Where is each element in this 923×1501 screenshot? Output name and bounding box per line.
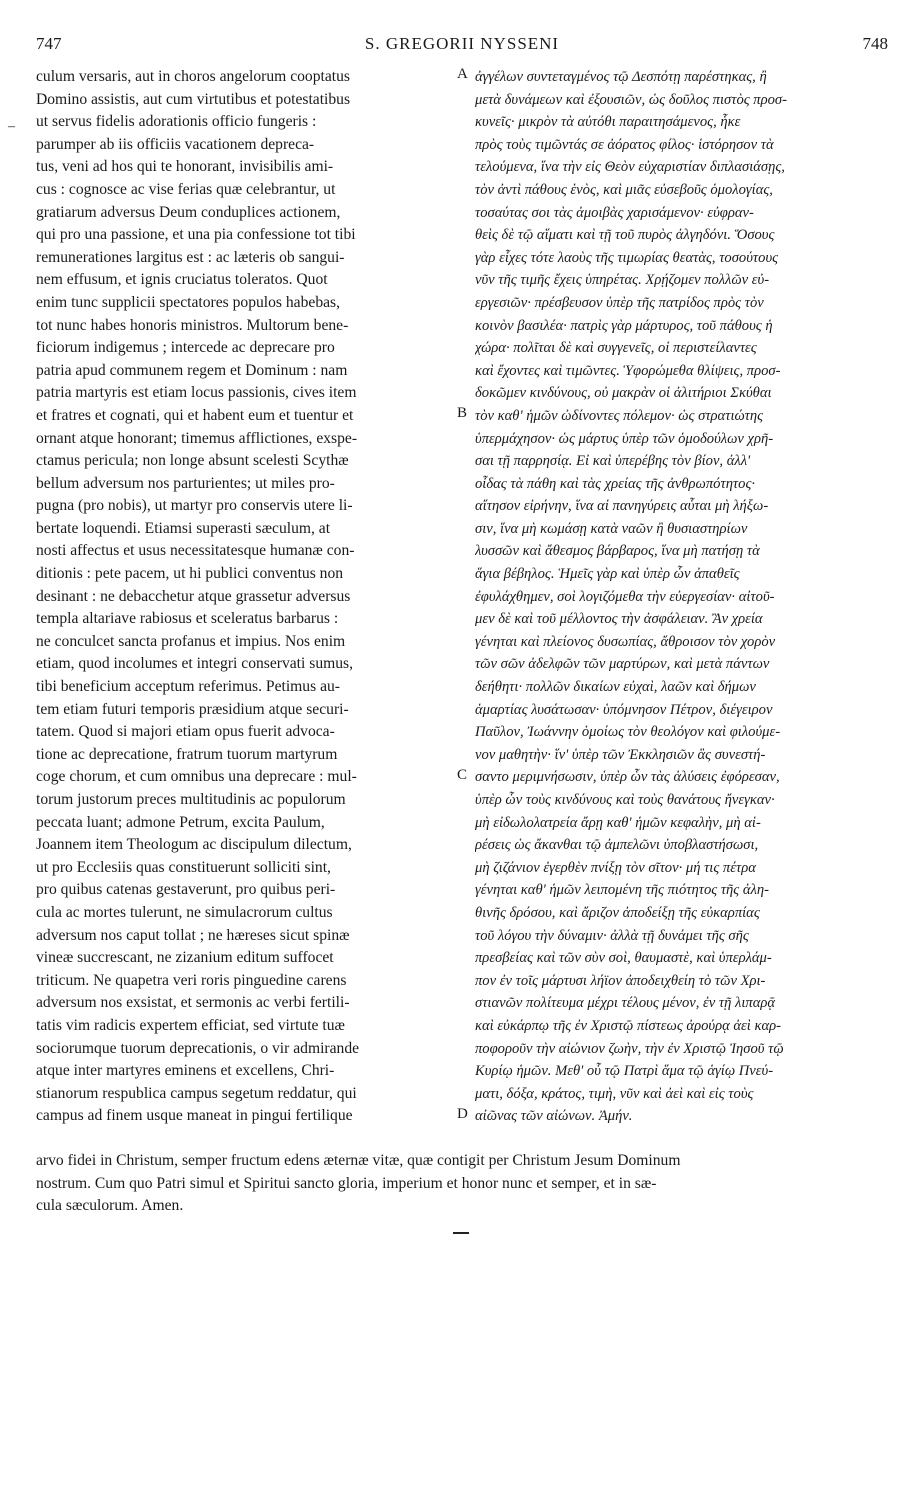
- greek-line: θεὶς δὲ τῷ αἵματι καὶ τῇ τοῦ πυρὸς ἀλγηδόνι. Ὅσους: [475, 227, 775, 244]
- latin-line: atque inter martyres eminens et excellens, Chri-: [36, 1062, 335, 1080]
- latin-line: peccata luant; admone Petrum, excita Paulum,: [36, 813, 325, 831]
- greek-line: ἀγγέλων συντεταγμένος τῷ Δεσπότῃ παρέστηκας, ἢ: [475, 69, 767, 85]
- greek-line: πρεσβείας καὶ τῶν σὺν σοὶ, θαυμαστὲ, καὶ ὑπερλάμ-: [475, 950, 772, 967]
- greek-line: ὑπὲρ ὧν τοὺς κινδύνους καὶ τοὺς θανάτους ἤνεγκαν·: [475, 792, 775, 808]
- latin-line: desinant : ne debacchetur atque grassetur adversus: [36, 587, 351, 605]
- greek-line: νῦν τῆς τιμῆς ἔχεις ὑπηρέτας. Χρῄζομεν πολλῶν εὐ-: [475, 272, 770, 289]
- latin-line: nem effusum, et ignis cruciatus toleratos. Quot: [36, 271, 328, 289]
- greek-line: οἶδας τὰ πάθη καὶ τὰς χρείας τῆς ἀνθρωπότητος·: [475, 475, 756, 492]
- greek-line: δεήθητι· πολλῶν δικαίων εὐχαὶ, λαῶν καὶ δήμων: [475, 679, 756, 696]
- latin-line: qui pro una passione, et una pia confessione tot tibi: [36, 226, 356, 244]
- section-mark-c: C: [457, 767, 468, 783]
- greek-line: αἰῶνας τῶν αἰώνων. Ἀμήν.: [475, 1108, 633, 1125]
- latin-line: patria martyris est etiam locus passionis, cives item: [36, 384, 357, 402]
- full-width-line: arvo fidei in Christum, semper fructum edens æternæ vitæ, quæ contigit per Christum Jesum Dominum: [36, 1152, 681, 1169]
- page-number-right: 748: [862, 34, 888, 53]
- latin-line: vineæ succrescant, ne zizanium editum suffocet: [36, 949, 334, 967]
- latin-line: tibi beneficium acceptum referimus. Petimus au-: [36, 678, 340, 696]
- greek-line: γένηται καὶ πλείονος δυσωπίας, ἄθροισον τὸν χορὸν: [475, 633, 776, 650]
- greek-line: γένηται καθ' ἡμῶν λειπομένη τῆς πιότητος τῆς ἀλη-: [475, 882, 769, 899]
- latin-line: et fratres et cognati, qui et habent eum et tuentur et: [36, 406, 354, 424]
- greek-line: σαντο μεριμνήσωσιν, ὑπὲρ ὧν τὰς ἁλύσεις ἐφόρεσαν,: [475, 769, 780, 786]
- greek-line: αἴτησον εἰρήνην, ἵνα αἱ πανηγύρεις αὗται μὴ λήξω-: [475, 498, 769, 515]
- greek-line: τελούμενα, ἵνα τὴν εἰς Θεὸν εὐχαριστίαν διπλασιάσῃς,: [475, 159, 785, 176]
- section-mark-a: A: [457, 66, 468, 82]
- greek-line: μεν δὲ καὶ τοῦ μέλλοντος τὴν ἀσφάλειαν. Ἂν χρεία: [475, 611, 763, 628]
- greek-line: τῶν σῶν ἀδελφῶν τῶν μαρτύρων, καὶ μετὰ πάντων: [475, 656, 770, 673]
- latin-line: ut servus fidelis adorationis officio fungeris :: [36, 113, 317, 131]
- section-mark-d: D: [457, 1106, 468, 1122]
- latin-line: culum versaris, aut in choros angelorum cooptatus: [36, 68, 350, 85]
- latin-line: cula ac mortes tulerunt, ne simulacrorum cultus: [36, 903, 333, 921]
- latin-line: etiam, quod incolumes et integri conservati sumus,: [36, 655, 354, 673]
- latin-line: tatis vim radicis expertem efficiat, sed virtute tuæ: [36, 1016, 345, 1034]
- latin-line: coge chorum, et cum omnibus una deprecare : mul-: [36, 768, 357, 786]
- latin-line: enim tunc supplicii spectatores populos habebas,: [36, 293, 341, 311]
- latin-line: adversum nos exsistat, et sermonis ac verbi fertili-: [36, 994, 350, 1012]
- latin-line: parumper ab iis officiis vacationem depreca-: [36, 135, 315, 153]
- greek-line: καὶ ἔχοντες καὶ τιμῶντες. Ὑφορώμεθα θλίψεις, προσ-: [475, 362, 781, 379]
- latin-line: stianorum respublica campus segetum reddatur, qui: [36, 1084, 357, 1102]
- greek-line: τοσαύτας σοι τὰς ἀμοιβὰς χαρισάμενον· εὐφραν-: [475, 204, 754, 221]
- latin-line: tot nunc habes honoris ministros. Multorum bene-: [36, 316, 349, 334]
- greek-line: τὸν καθ' ἡμῶν ὠδίνοντες πόλεμον· ὡς στρατιώτης: [475, 407, 764, 424]
- latin-line: ditionis : pete pacem, ut hi publici conventus non: [36, 565, 344, 583]
- greek-line: λυσσῶν καὶ ἄθεσμος βάρβαρος, ἵνα μὴ πατήσῃ τὰ: [475, 543, 760, 560]
- latin-line: remunerationes largitus est : ac læteris ob sangui-: [36, 248, 345, 266]
- greek-line: Παῦλον, Ἰωάννην ὁμοίως τὸν θεολόγον καὶ φιλούμε-: [475, 724, 781, 741]
- full-width-text: [36, 1150, 888, 1218]
- latin-line: bertate loquendi. Etiamsi superasti sæculum, at: [36, 519, 331, 537]
- latin-line: triticum. Ne quapetra veri roris pinguedine carens: [36, 971, 347, 989]
- latin-line: tem etiam futuri temporis præsidium atque securi-: [36, 700, 349, 718]
- greek-column: [475, 66, 895, 1128]
- greek-line: σιν, ἵνα μὴ κωμάσῃ κατὰ ναῶν ἢ θυσιαστηρίων: [475, 520, 748, 537]
- latin-line: cus : cognosce ac vise ferias quæ celebrantur, ut: [36, 180, 336, 198]
- greek-line: μὴ εἰδωλολατρεία ἄρῃ καθ' ἡμῶν κεφαλὴν, μὴ αἱ-: [475, 814, 761, 831]
- latin-line: torum justorum preces multitudinis ac populorum: [36, 791, 346, 808]
- greek-line: κυνεῖς· μικρὸν τὰ αὐτόθι παραιτησάμενος, ἧκε: [475, 114, 741, 131]
- full-width-line: nostrum. Cum quo Patri simul et Spiritui sancto gloria, imperium et honor nunc et semper, et in sæ-: [36, 1174, 657, 1192]
- greek-line: εργεσιῶν· πρέσβευσον ὑπὲρ τῆς πατρίδος πρὸς τὸν: [475, 294, 764, 311]
- latin-line: nosti affectus et usus necessitatesque humanæ con-: [36, 542, 355, 560]
- latin-line: ficiorum indigemus ; intercede ac deprecare pro: [36, 339, 335, 357]
- greek-line: τοῦ λόγου τὴν δύναμιν· ἀλλὰ τῇ δυνάμει τῆς σῆς: [475, 927, 749, 944]
- latin-line: ctamus pericula; non longe absunt scelesti Scythæ: [36, 452, 349, 470]
- latin-line: tatem. Quod si majori etiam opus fuerit advoca-: [36, 723, 335, 741]
- greek-line: θινῆς δρόσου, καὶ ἄριζον ἀποδείξῃ τῆς εὐκαρπίας: [475, 904, 760, 921]
- greek-line: γὰρ εἶχες τότε λαοὺς τῆς τιμωρίας θεατὰς, τοσούτους: [475, 249, 779, 266]
- greek-line: ἐφυλάχθημεν, σοὶ λογιζόμεθα τὴν εὐεργεσίαν· αἰτοῦ-: [475, 588, 775, 605]
- greek-line: καὶ εὐκάρπῳ τῆς ἐν Χριστῷ πίστεως ἀρούρᾳ ἀεὶ καρ-: [475, 1017, 782, 1034]
- latin-line: sociorumque tuorum deprecationis, o vir admirande: [36, 1039, 360, 1057]
- greek-line: Κυρίῳ ἡμῶν. Μεθ' οὗ τῷ Πατρὶ ἅμα τῷ ἁγίῳ Πνεύ-: [475, 1063, 774, 1080]
- latin-line: tione ac deprecatione, fratrum tuorum martyrum: [36, 745, 338, 763]
- page-number-left: 747: [36, 34, 62, 53]
- latin-line: tus, veni ad hos qui te honorant, invisibilis ami-: [36, 158, 334, 176]
- latin-line: bellum adversum nos parturientes; ut miles pro-: [36, 474, 335, 492]
- greek-line: ἁμαρτίας λυσάτωσαν· ὑπόμνησον Πέτρον, διέγειρον: [475, 701, 773, 718]
- greek-line: σαι τῇ παρρησίᾳ. Εἰ καὶ ὑπερέβης τὸν βίον, ἀλλ': [475, 453, 751, 470]
- latin-column: [36, 66, 456, 1128]
- latin-line: ut pro Ecclesiis quas constituerunt solliciti sint,: [36, 858, 331, 876]
- latin-line: Domino assistis, aut cum virtutibus et potestatibus: [36, 90, 351, 108]
- greek-line: τὸν ἀντὶ πάθους ἑνὸς, καὶ μιᾶς εὐσεβοῦς ὁμολογίας,: [475, 181, 773, 198]
- greek-line: μετὰ δυνάμεων καὶ ἐξουσιῶν, ὡς δοῦλος πιστὸς προσ-: [475, 91, 787, 108]
- greek-line: ματι, δόξα, κράτος, τιμὴ, νῦν καὶ ἀεὶ καὶ εἰς τοὺς: [475, 1085, 754, 1102]
- latin-line: ornant atque honorant; timemus afflictiones, exspe-: [36, 429, 358, 447]
- latin-line: adversum nos caput tollat ; ne hæreses sicut spinæ: [36, 926, 350, 944]
- latin-line: pro quibus catenas gestaverunt, pro quibus peri-: [36, 881, 336, 899]
- latin-line: ne conculcet sancta profanus et impius. Nos enim: [36, 632, 346, 650]
- latin-line: patria apud communem regem et Dominum : nam: [36, 361, 348, 379]
- greek-line: ποφοροῦν τὴν αἰώνιον ζωὴν, τὴν ἐν Χριστῷ Ἰησοῦ τῷ: [475, 1040, 784, 1057]
- latin-line: campus ad finem usque maneat in pingui fertilique: [36, 1107, 353, 1125]
- latin-line: gratiarum adversus Deum conduplices actionem,: [36, 203, 341, 221]
- marginal-dash: –: [8, 119, 15, 134]
- latin-line: Joannem item Theologum ac discipulum dilectum,: [36, 836, 352, 854]
- greek-line: πρὸς τοὺς τιμῶντάς σε ἀόρατος φίλος· ἱστόρησον τὰ: [475, 136, 774, 153]
- greek-line: νον μαθητὴν· ἵν' ὑπὲρ τῶν Ἐκκλησιῶν ἃς συνεστή-: [475, 746, 766, 763]
- greek-line: στιανῶν πολίτευμα μέχρι τέλους μένον, ἐν τῇ λιπαρᾷ: [475, 995, 776, 1012]
- greek-line: ὑπερμάχησον· ὡς μάρτυς ὑπὲρ τῶν ὁμοδούλων χρῆ-: [475, 430, 774, 447]
- end-rule: [453, 1232, 469, 1234]
- greek-line: κοινὸν βασιλέα· πατρὶς γὰρ μάρτυρος, τοῦ πάθους ἡ: [475, 317, 773, 334]
- greek-line: πον ἐν τοῖς μάρτυσι λήϊον ἀποδειχθείη τὸ τῶν Χρι-: [475, 972, 766, 989]
- greek-line: χώρα· πολῖται δὲ καὶ συγγενεῖς, οἱ περιστείλαντες: [475, 340, 757, 357]
- greek-line: μὴ ζιζάνιον ἐγερθὲν πνίξῃ τὸν σῖτον· μή τις πέτρα: [475, 859, 756, 876]
- full-width-line: cula sæculorum. Amen.: [36, 1197, 184, 1215]
- latin-line: templa altariave rabiosus et sceleratus barbarus :: [36, 610, 339, 628]
- page-header: [36, 34, 888, 58]
- greek-line: ρέσεις ὡς ἄκανθαι τῷ ἀμπελῶνι ὑποβλαστήσωσι,: [475, 837, 759, 854]
- section-mark-b: B: [457, 405, 468, 421]
- greek-line: δοκῶμεν κινδύνους, οὐ μακρὰν οἱ ἀλιτήριοι Σκύθαι: [475, 385, 772, 402]
- latin-line: pugna (pro nobis), ut martyr pro conservis utere li-: [36, 497, 353, 515]
- running-title: S. GREGORII NYSSENI: [364, 34, 560, 53]
- greek-line: ἅγια βέβηλος. Ἡμεῖς γὰρ καὶ ὑπὲρ ὧν ἀπαθεῖς: [475, 566, 740, 583]
